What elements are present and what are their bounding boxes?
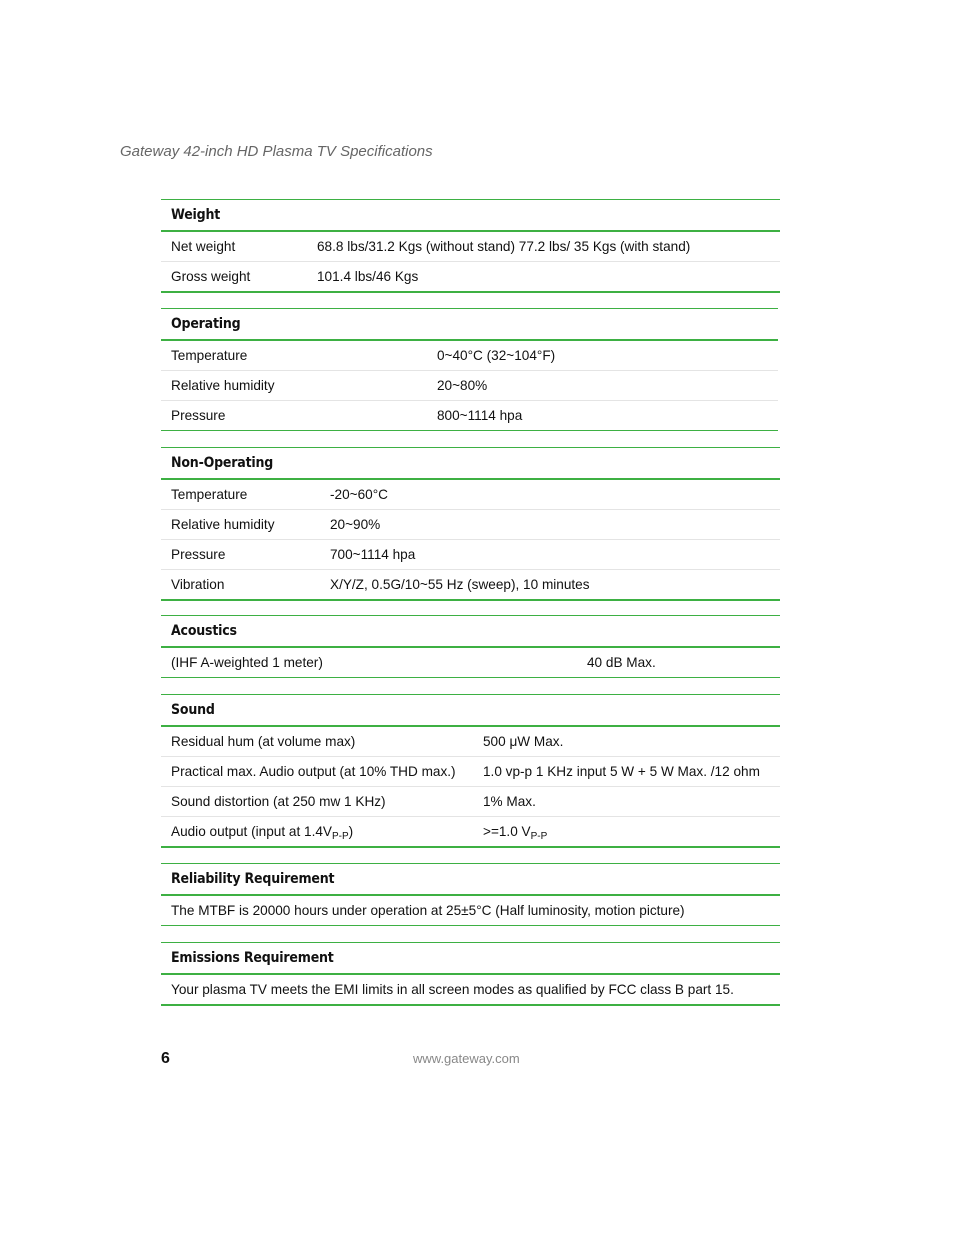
reliability-title: Reliability Requirement xyxy=(161,864,780,896)
audio-output-label-close: ) xyxy=(348,824,354,839)
spec-value: X/Y/Z, 0.5G/10~55 Hz (sweep), 10 minutes xyxy=(320,570,780,601)
emissions-text: Your plasma TV meets the EMI limits in all screen modes as qualified by FCC class B part 15. xyxy=(161,974,780,1005)
spec-label: Temperature xyxy=(161,479,320,510)
weight-table xyxy=(161,199,780,293)
spec-label: Pressure xyxy=(161,401,427,431)
running-head: Gateway 42-inch HD Plasma TV Specifications xyxy=(120,143,433,160)
non-operating-title: Non-Operating xyxy=(161,448,780,480)
spec-label: Vibration xyxy=(161,570,320,601)
operating-title: Operating xyxy=(161,309,778,341)
operating-table xyxy=(161,308,778,431)
sound-table xyxy=(161,694,780,848)
footer-url: www.gateway.com xyxy=(413,1051,520,1066)
audio-output-label-subscript: P-P xyxy=(331,831,349,842)
reliability-text: The MTBF is 20000 hours under operation at 25±5°C (Half luminosity, motion picture) xyxy=(161,895,780,926)
spec-label: Gross weight xyxy=(161,262,307,293)
spec-value: 1.0 vp-p 1 KHz input 5 W + 5 W Max. /12 ohm xyxy=(473,757,780,787)
spec-value: 20~80% xyxy=(427,371,778,401)
spec-label: Sound distortion (at 250 mw 1 KHz) xyxy=(161,787,473,817)
spec-value: 40 dB Max. xyxy=(577,647,780,678)
emissions-table xyxy=(161,942,780,1006)
spec-value: 68.8 lbs/31.2 Kgs (without stand) 77.2 lbs/ 35 Kgs (with stand) xyxy=(307,231,780,262)
spec-value: 1% Max. xyxy=(473,787,780,817)
spec-label: Pressure xyxy=(161,540,320,570)
spec-value: -20~60°C xyxy=(320,479,780,510)
spec-label: Practical max. Audio output (at 10% THD max.) xyxy=(161,757,473,787)
spec-value: 800~1114 hpa xyxy=(427,401,778,431)
spec-label xyxy=(161,817,473,848)
weight-title: Weight xyxy=(161,200,780,232)
spec-label: Relative humidity xyxy=(161,510,320,540)
sound-title: Sound xyxy=(161,695,780,727)
spec-label: Temperature xyxy=(161,340,427,371)
audio-output-label: Audio output (input at 1.4V xyxy=(171,824,332,839)
reliability-table xyxy=(161,863,780,926)
page-number: 6 xyxy=(161,1050,170,1067)
spec-label: Relative humidity xyxy=(161,371,427,401)
audio-output-value-subscript: P-P xyxy=(530,831,548,842)
non-operating-table xyxy=(161,447,780,601)
emissions-title: Emissions Requirement xyxy=(161,943,780,975)
spec-label: Net weight xyxy=(161,231,307,262)
spec-value xyxy=(473,817,780,848)
spec-value: 101.4 lbs/46 Kgs xyxy=(307,262,780,293)
spec-value: 0~40°C (32~104°F) xyxy=(427,340,778,371)
spec-label: (IHF A-weighted 1 meter) xyxy=(161,647,577,678)
spec-value: 700~1114 hpa xyxy=(320,540,780,570)
spec-value: 500 μW Max. xyxy=(473,726,780,757)
acoustics-table xyxy=(161,615,780,678)
acoustics-title: Acoustics xyxy=(161,616,780,648)
audio-output-value: >=1.0 V xyxy=(483,824,531,839)
spec-value: 20~90% xyxy=(320,510,780,540)
spec-label: Residual hum (at volume max) xyxy=(161,726,473,757)
